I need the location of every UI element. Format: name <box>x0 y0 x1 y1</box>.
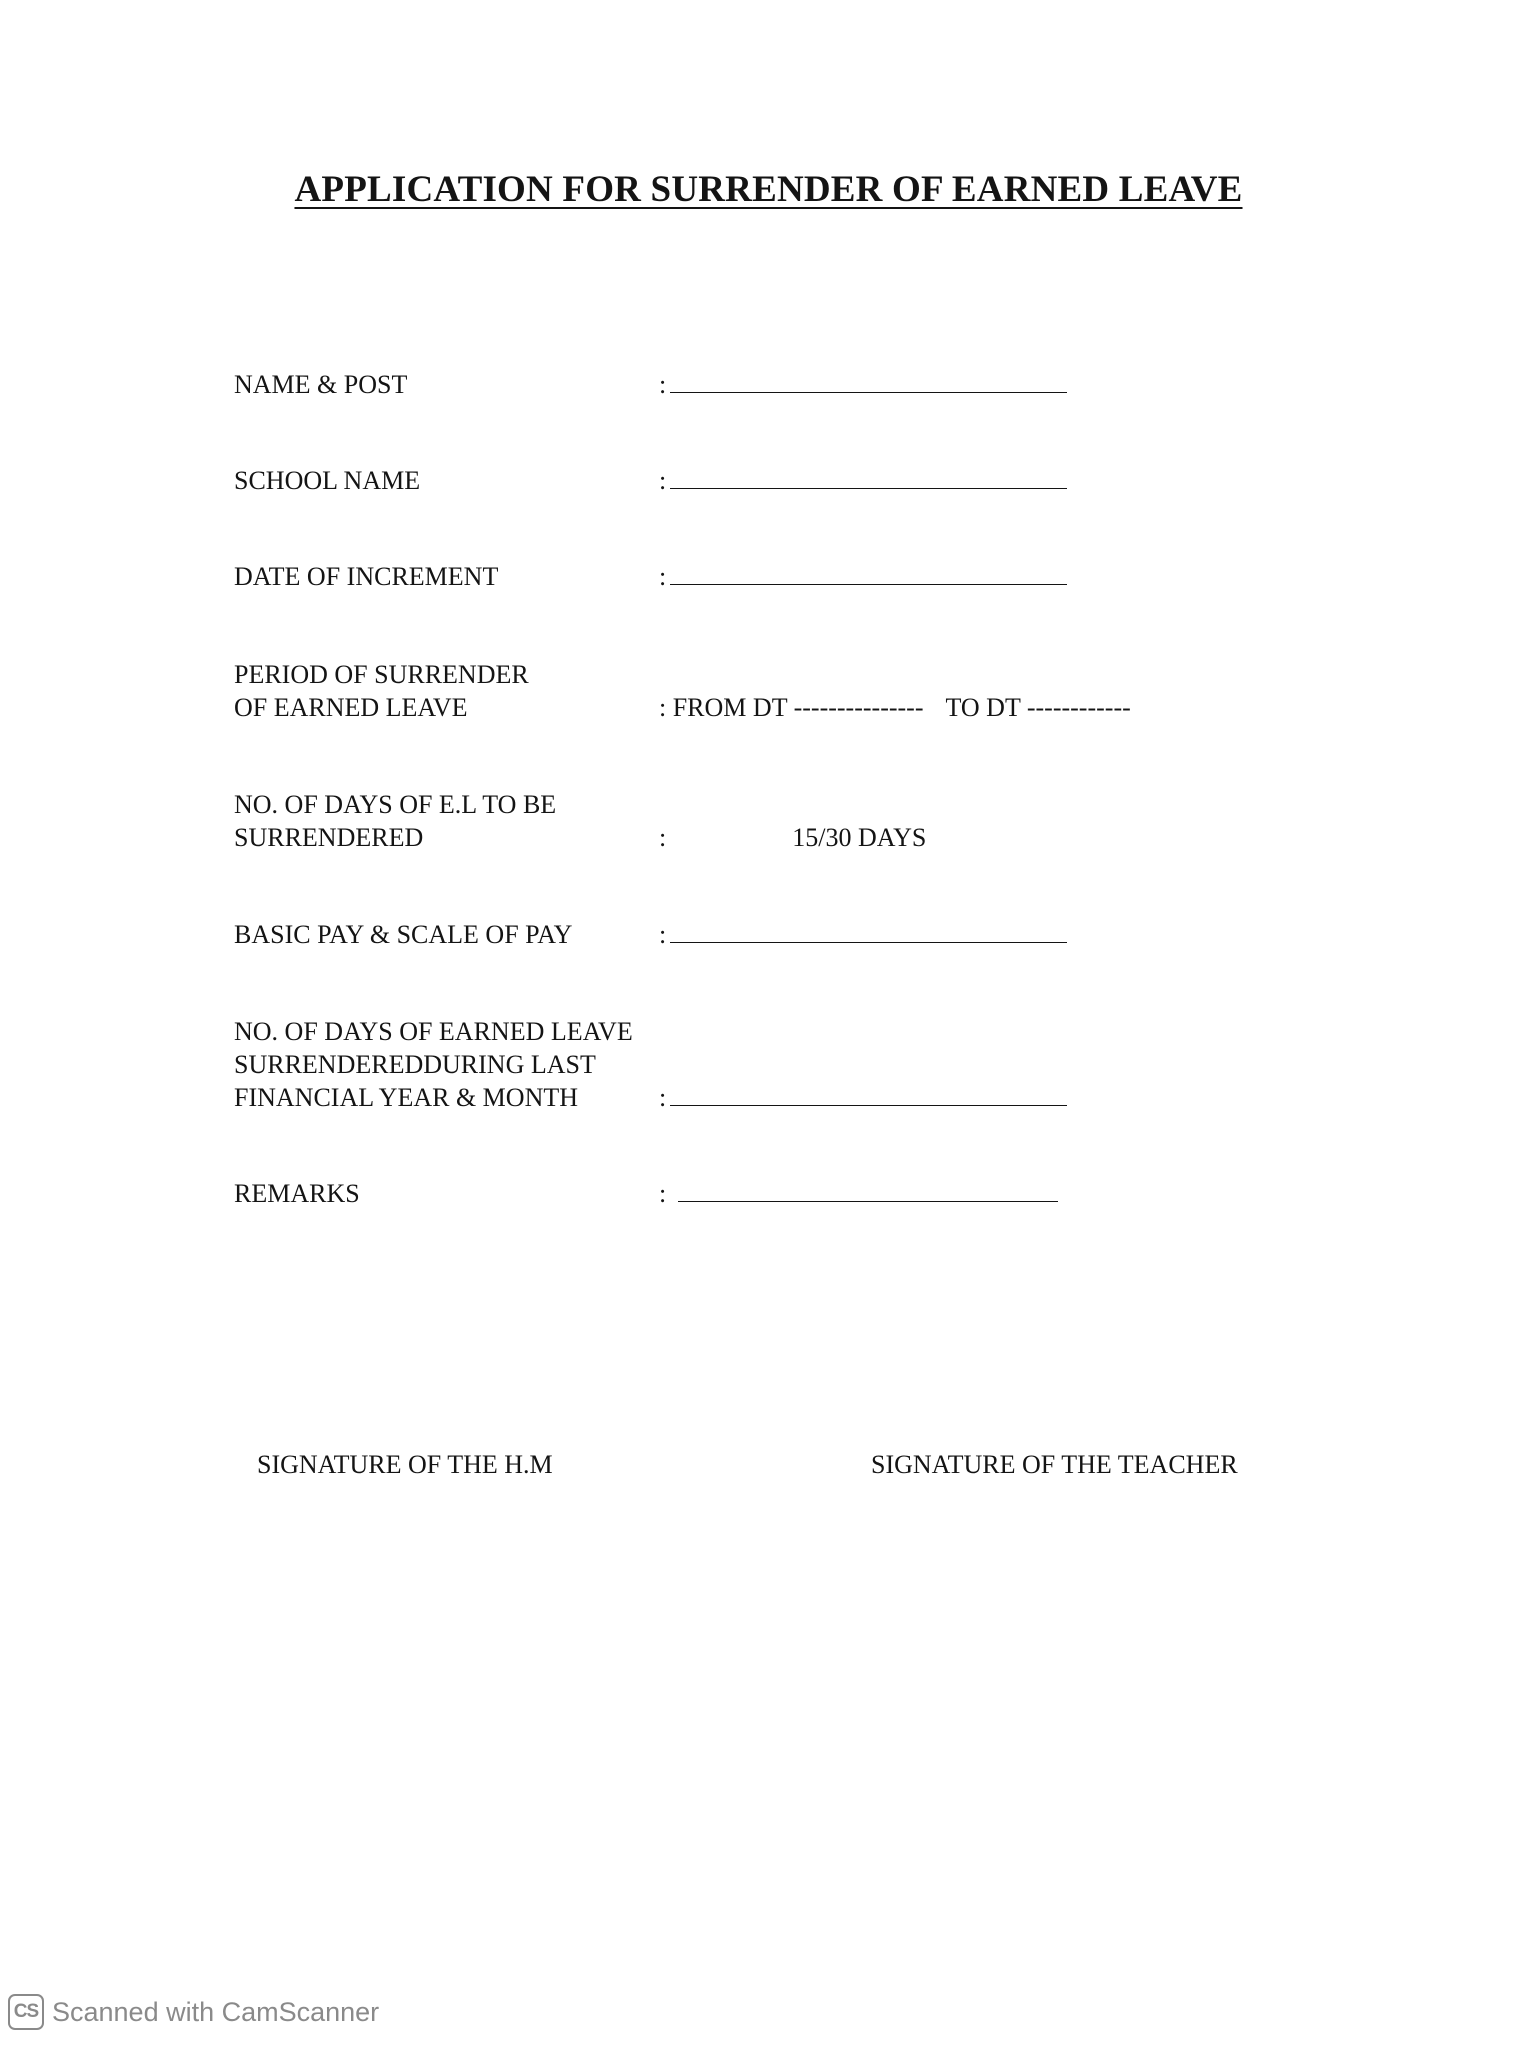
field-label-line: SURRENDERED <box>234 823 424 852</box>
field-value <box>659 560 1067 593</box>
field-label-line: FINANCIAL YEAR & MONTH <box>234 1083 579 1112</box>
school-name-blank-line[interactable] <box>670 464 1067 489</box>
date-increment-blank-line[interactable] <box>670 560 1067 585</box>
field-label-line: NO. OF DAYS OF EARNED LEAVE <box>234 1017 633 1046</box>
field-label: NAME & POST <box>234 370 408 399</box>
field-label: REMARKS <box>234 1179 360 1208</box>
field-label-line: OF EARNED LEAVE <box>234 693 468 722</box>
last-year-blank-line[interactable] <box>670 1081 1067 1106</box>
remarks-blank-line[interactable] <box>678 1177 1058 1202</box>
field-value <box>659 1081 1067 1114</box>
field-colon: : <box>659 370 667 399</box>
field-label: DATE OF INCREMENT <box>234 562 499 591</box>
camscanner-watermark <box>8 1990 379 2034</box>
camscanner-logo: CS <box>8 1994 44 2030</box>
field-label <box>234 788 556 854</box>
field-label <box>234 658 529 724</box>
field-colon: : <box>659 466 667 495</box>
field-value <box>659 464 1067 497</box>
field-label-line: SURRENDEREDDURING LAST <box>234 1050 596 1079</box>
field-label-line: PERIOD OF SURRENDER <box>234 660 529 689</box>
field-value <box>659 1177 1058 1210</box>
field-colon: : <box>659 920 667 949</box>
field-value <box>659 918 1067 951</box>
field-value <box>659 691 1131 724</box>
page-title <box>0 168 1537 212</box>
title-text: APPLICATION FOR SURRENDER OF EARNED LEAVE <box>294 169 1243 210</box>
to-date-field[interactable]: TO DT ------------ <box>945 693 1131 722</box>
field-value <box>659 368 1067 401</box>
field-label: BASIC PAY & SCALE OF PAY <box>234 920 573 949</box>
signature-hm: SIGNATURE OF THE H.M <box>257 1450 553 1479</box>
field-value <box>659 821 926 854</box>
field-label <box>234 1015 633 1114</box>
basic-pay-blank-line[interactable] <box>670 918 1067 943</box>
field-colon: : <box>659 1179 667 1208</box>
signature-teacher: SIGNATURE OF THE TEACHER <box>871 1450 1238 1479</box>
field-label: SCHOOL NAME <box>234 466 421 495</box>
from-date-field[interactable]: : FROM DT --------------- <box>659 693 924 722</box>
watermark-text: Scanned with CamScanner <box>52 1996 380 2027</box>
field-label-line: NO. OF DAYS OF E.L TO BE <box>234 790 557 819</box>
days-value: 15/30 DAYS <box>792 823 927 852</box>
field-colon: : <box>659 1083 667 1112</box>
name-post-blank-line[interactable] <box>670 368 1067 393</box>
field-colon: : <box>659 562 667 591</box>
field-colon: : <box>659 823 667 852</box>
